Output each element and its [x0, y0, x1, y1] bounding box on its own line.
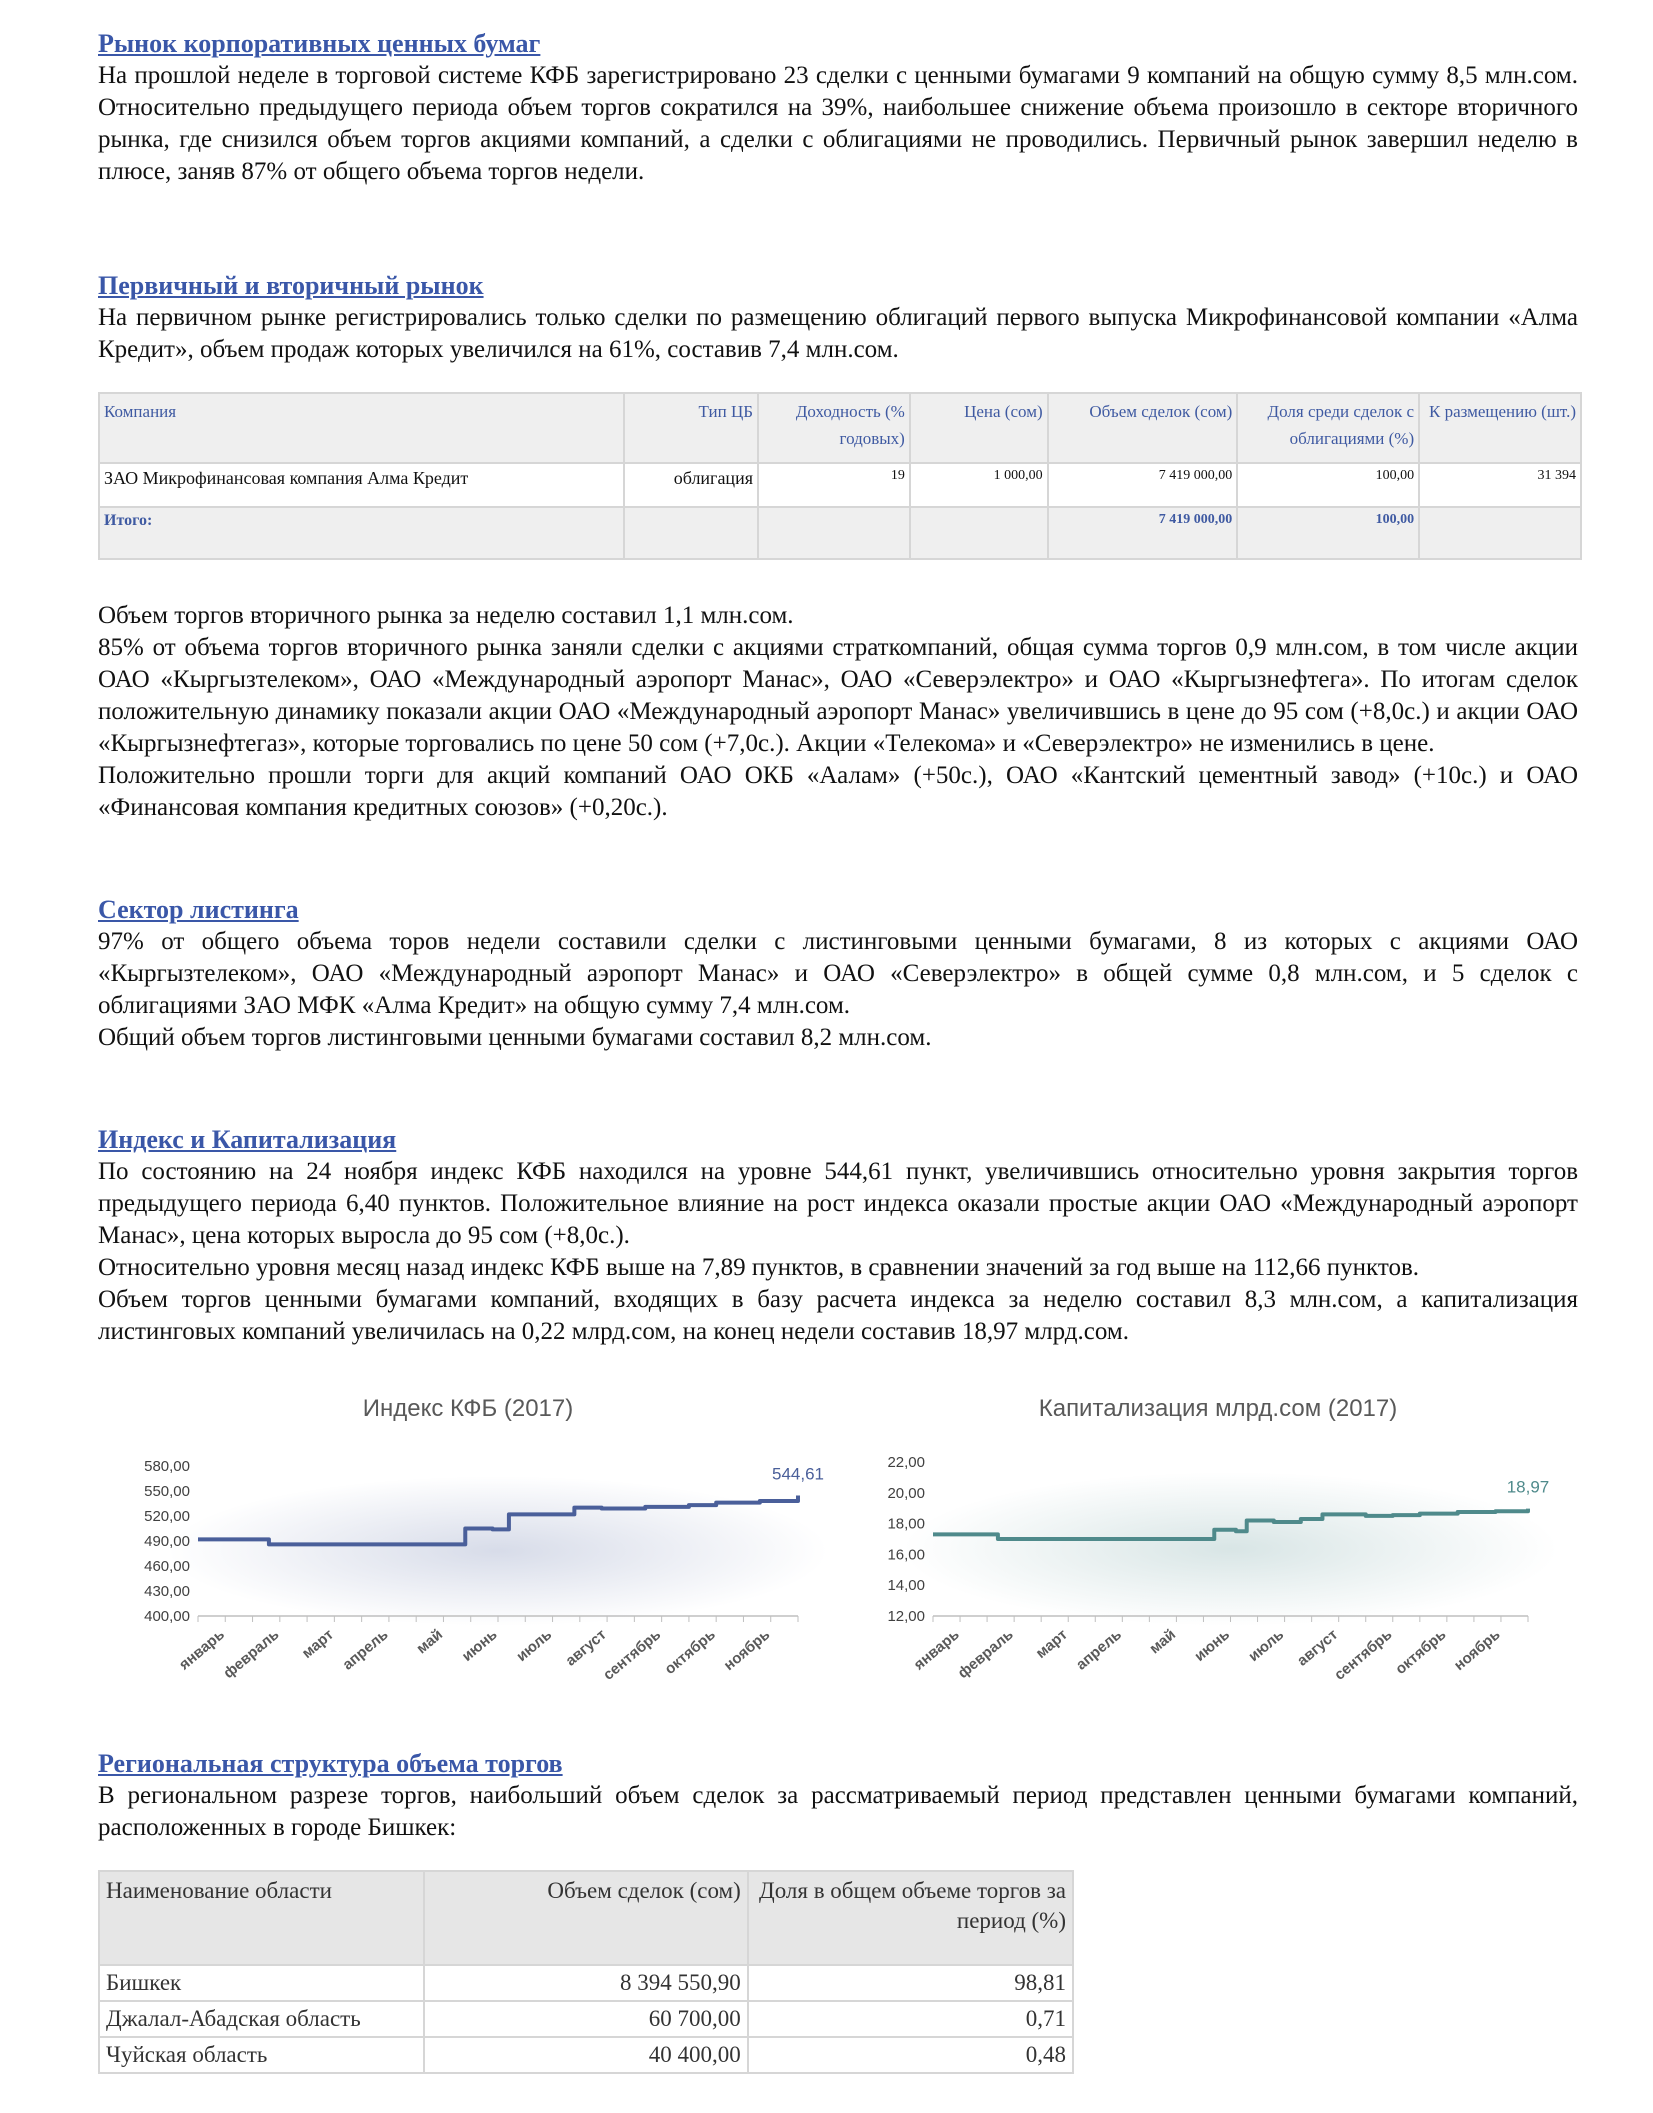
- section-listing: [98, 894, 1578, 1054]
- table-cell: 1 000,00: [910, 463, 1048, 507]
- table-cell: 60 700,00: [424, 2001, 747, 2037]
- section-regional: [98, 1748, 1578, 2074]
- data-label: 18,97: [1506, 1477, 1550, 1497]
- y-tick-label: 20,00: [887, 1484, 925, 1502]
- table-cell: [624, 507, 758, 559]
- index-chart: [98, 1386, 838, 1716]
- paragraph: Объем торгов ценными бумагами компаний, входящих в базу расчета индекса за неделю составил 8,3 млн.сом, а капитализация листинговых компаний увеличилась на 0,22 млрд.сом, на конец недели составив 18,97 млрд.сом.: [98, 1286, 1578, 1345]
- table-header-row: [99, 393, 1581, 463]
- header-cell: К размещению (шт.): [1419, 393, 1581, 463]
- chart-glow: [168, 1476, 828, 1626]
- table-cell: 0,48: [748, 2037, 1073, 2073]
- header-cell: Цена (сом): [910, 393, 1048, 463]
- index-chart-svg: [98, 1386, 838, 1716]
- paragraph: 97% от общего объема торов недели составили сделки с листинговыми ценными бумагами, 8 из которых с акциями ОАО «Кыргызтелеком», ОАО «Международный аэропорт Манас» и ОАО «Северэлектро» в общей сумме 0,8 млн.сом, и 5 сделок с облигациями ЗАО МФК «Алма Кредит» на общую сумму 7,4 млн.сом.: [98, 928, 1578, 1019]
- paragraph: 85% от объема торгов вторичного рынка заняли сделки с акциями страткомпаний, общая сумма торгов 0,9 млн.сом, в том числе акции ОАО «Кыргызтелеком», ОАО «Международный аэропорт Манас», ОАО «Северэлектро» и ОАО «Кыргызнефтега». По итогам сделок положительную динамику показали акции ОАО «Международный аэропорт Манас» увеличившись в цене до 95 сом (+8,0с.) и акции ОАО «Кыргызнефтегаз», которые торговались по цене 50 сом (+7,0с.). Акции «Телекома» и «Северэлектро» не изменились в цене.: [98, 634, 1578, 757]
- paragraph: Положительно прошли торги для акций компаний ОАО ОКБ «Аалам» (+50с.), ОАО «Кантский цементный завод» (+10с.) и ОАО «Финансовая компания кредитных союзов» (+0,20с.).: [98, 762, 1578, 821]
- paragraph: По состоянию на 24 ноября индекс КФБ находился на уровне 544,61 пункт, увеличившись относительно уровня закрытия торгов предыдущего периода 6,40 пунктов. Положительное влияние на рост индекса оказали простые акции ОАО «Международный аэропорт Манас», цена которых выросла до 95 сом (+8,0с.).: [98, 1158, 1578, 1249]
- x-tick-label: сентябрь: [1331, 1626, 1396, 1684]
- section-title: Региональная структура объема торгов: [98, 1749, 563, 1778]
- y-tick-label: 550,00: [144, 1483, 190, 1500]
- x-tick-label: август: [1293, 1626, 1342, 1670]
- header-cell: Объем сделок (сом): [424, 1871, 747, 1965]
- table-cell: Джалал-Абадская область: [99, 2001, 424, 2037]
- x-tick-label: июнь: [458, 1626, 501, 1665]
- x-tick-label: март: [298, 1626, 337, 1662]
- table-cell: 98,81: [748, 1965, 1073, 2001]
- header-cell: Доходность (% годовых): [758, 393, 910, 463]
- header-cell: Доля в общем объеме торгов за период (%): [748, 1871, 1073, 1965]
- y-tick-label: 16,00: [887, 1546, 925, 1564]
- total-label: Итого:: [99, 507, 624, 559]
- section-index: [98, 1124, 1578, 1726]
- x-tick-label: август: [562, 1626, 610, 1670]
- x-tick-label: май: [1146, 1626, 1179, 1658]
- table-cell: 0,71: [748, 2001, 1073, 2037]
- regional-table: [98, 1870, 1074, 2074]
- y-tick-label: 22,00: [887, 1454, 925, 1471]
- paragraph: В региональном разрезе торгов, наибольший объем сделок за рассматриваемый период представлен ценными бумагами компаний, расположенных в городе Бишкек:: [98, 1782, 1578, 1841]
- chart-glow: [903, 1472, 1558, 1626]
- section-primary-secondary: [98, 270, 1578, 824]
- x-tick-label: апрель: [339, 1626, 392, 1674]
- table-cell: 40 400,00: [424, 2037, 747, 2073]
- y-tick-label: 18,00: [887, 1515, 925, 1533]
- section-corporate: [98, 28, 1578, 188]
- section-title: Сектор листинга: [98, 895, 299, 924]
- table-cell: 31 394: [1419, 463, 1581, 507]
- y-tick-label: 14,00: [887, 1577, 925, 1595]
- x-tick-label: январь: [175, 1626, 228, 1674]
- x-tick-label: июнь: [1191, 1626, 1234, 1665]
- x-tick-label: сентябрь: [600, 1626, 665, 1684]
- x-tick-label: ноябрь: [1450, 1626, 1504, 1675]
- table-cell: 19: [758, 463, 910, 507]
- total-volume: 7 419 000,00: [1048, 507, 1238, 559]
- table-cell: [1419, 507, 1581, 559]
- paragraph: Объем торгов вторичного рынка за неделю составил 1,1 млн.сом.: [98, 602, 794, 629]
- capitalization-chart: [838, 1386, 1578, 1716]
- x-tick-label: февраль: [220, 1626, 283, 1682]
- x-tick-label: ноябрь: [720, 1626, 774, 1675]
- total-share: 100,00: [1237, 507, 1419, 559]
- table-row: [99, 1965, 1073, 2001]
- header-cell: Наименование области: [99, 1871, 424, 1965]
- header-cell: Доля среди сделок с облигациями (%): [1237, 393, 1419, 463]
- x-tick-label: февраль: [954, 1626, 1017, 1682]
- table-cell: 100,00: [1237, 463, 1419, 507]
- x-tick-label: май: [413, 1626, 447, 1658]
- data-label: 544,61: [772, 1464, 824, 1484]
- x-tick-label: апрель: [1072, 1626, 1125, 1674]
- header-cell: Объем сделок (сом): [1048, 393, 1238, 463]
- y-tick-label: 400,00: [144, 1608, 190, 1625]
- table-row: [99, 463, 1581, 507]
- y-tick-label: 12,00: [887, 1608, 925, 1625]
- table-cell: 7 419 000,00: [1048, 463, 1238, 507]
- table-cell: 8 394 550,90: [424, 1965, 747, 2001]
- capitalization-chart-svg: [838, 1386, 1578, 1716]
- x-tick-label: октябрь: [1392, 1626, 1450, 1678]
- y-tick-label: 490,00: [144, 1533, 190, 1550]
- paragraph: На прошлой неделе в торговой системе КФБ зарегистрировано 23 сделки с ценными бумагами 9 компаний на общую сумму 8,5 млн.сом. Относительно предыдущего периода объем торгов сократился на 39%, наибольшее снижение объема произошло в секторе вторичного рынка, где снизился объем торгов акциями компаний, а сделки с облигациями не проводились. Первичный рынок завершил неделю в плюсе, заняв 87% от общего объема торгов недели.: [98, 62, 1578, 185]
- section-title: Первичный и вторичный рынок: [98, 271, 484, 300]
- table-cell: [758, 507, 910, 559]
- y-tick-label: 460,00: [144, 1558, 190, 1575]
- paragraph: Относительно уровня месяц назад индекс КФБ выше на 7,89 пунктов, в сравнении значений за год выше на 112,66 пунктов.: [98, 1254, 1420, 1281]
- chart-title: Индекс КФБ (2017): [362, 1395, 574, 1422]
- section-title: Рынок корпоративных ценных бумаг: [98, 29, 541, 58]
- placement-table: [98, 392, 1582, 560]
- x-tick-label: июль: [513, 1626, 556, 1666]
- header-cell: Компания: [99, 393, 624, 463]
- x-tick-label: январь: [910, 1626, 963, 1674]
- x-tick-label: март: [1032, 1626, 1071, 1662]
- table-cell: облигация: [624, 463, 758, 507]
- header-cell: Тип ЦБ: [624, 393, 758, 463]
- chart-title: Капитализация млрд.сом (2017): [1038, 1395, 1398, 1422]
- y-tick-label: 430,00: [144, 1583, 190, 1600]
- section-title: Индекс и Капитализация: [98, 1125, 397, 1154]
- paragraph: На первичном рынке регистрировались только сделки по размещению облигаций первого выпуска Микрофинансовой компании «Алма Кредит», объем продаж которых увеличился на 61%, составив 7,4 млн.сом.: [98, 304, 1578, 363]
- table-cell: [910, 507, 1048, 559]
- table-header-row: [99, 1871, 1073, 1965]
- paragraph: Общий объем торгов листинговыми ценными бумагами составил 8,2 млн.сом.: [98, 1024, 932, 1051]
- y-tick-label: 520,00: [144, 1508, 190, 1525]
- table-total-row: [99, 507, 1581, 559]
- table-cell: ЗАО Микрофинансовая компания Алма Кредит: [99, 463, 624, 507]
- x-tick-label: октябрь: [661, 1626, 719, 1678]
- table-cell: Бишкек: [99, 1965, 424, 2001]
- y-tick-label: 580,00: [144, 1458, 190, 1475]
- table-row: [99, 2037, 1073, 2073]
- charts-row: [98, 1386, 1578, 1726]
- table-cell: Чуйская область: [99, 2037, 424, 2073]
- x-tick-label: июль: [1245, 1626, 1288, 1666]
- table-row: [99, 2001, 1073, 2037]
